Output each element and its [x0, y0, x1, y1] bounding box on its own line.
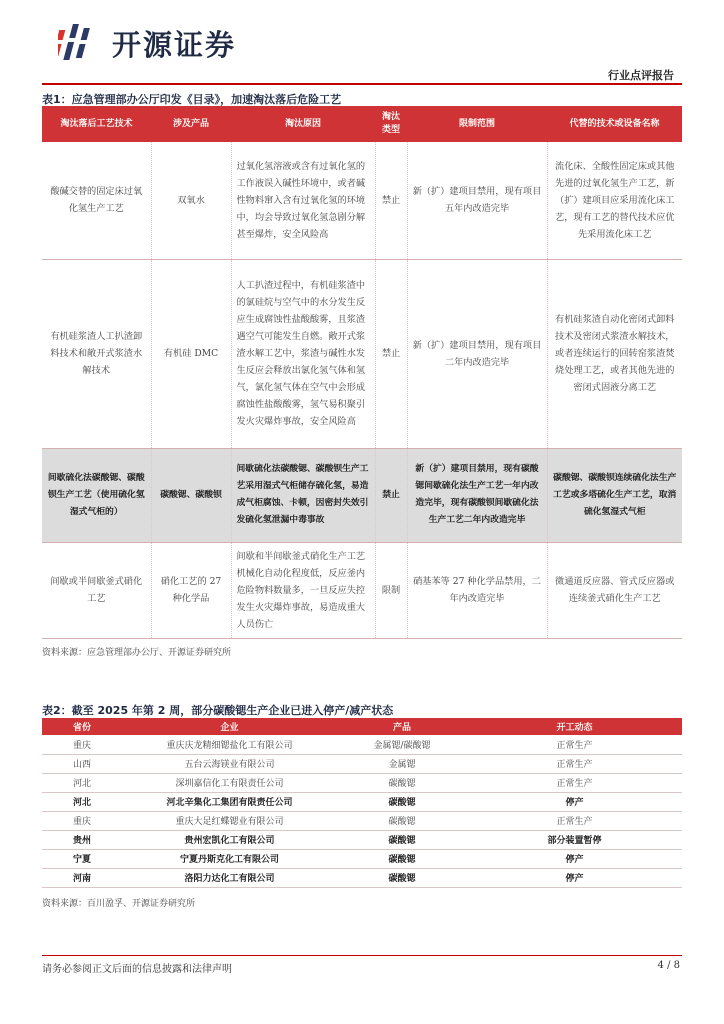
table1-header-row: [42, 106, 682, 142]
cell-reason: 人工扒渣过程中，有机硅浆渣中的氯硅烷与空气中的水分发生反应生成腐蚀性盐酸酸雾，且浆渣遇空气可能发生自燃。敞开式浆渣水解工艺中，浆渣与碱性水发生反应会释放出氯化氢气体和氢气，氯化氢气体在空气中会形成腐蚀性盐酸酸雾，氢气易积聚引发火灾爆炸事故，安全风险高: [231, 259, 375, 448]
cell-company: 深圳嘉信化工有限责任公司: [122, 773, 337, 792]
cell-tech: 间歇或半间歇釜式硝化工艺: [42, 542, 151, 638]
header-divider: [42, 83, 682, 85]
cell-product: 双氧水: [151, 142, 231, 259]
table-row: [42, 542, 682, 638]
cell-status: 停产: [467, 849, 682, 868]
table1-header-cell: 淘汰 类型: [375, 106, 407, 142]
cell-type: 禁止: [375, 142, 407, 259]
table-row: [42, 259, 682, 448]
table1-source: 资料来源：应急管理部办公厅、开源证券研究所: [42, 648, 232, 658]
table2-header-cell: 企业: [122, 718, 337, 735]
cell-product: 碳酸锶: [337, 792, 467, 811]
table1-header-cell: 限制范围: [407, 106, 547, 142]
cell-product: 有机硅 DMC: [151, 259, 231, 448]
cell-replacement: 流化床、全酸性固定床或其他先进的过氧化氢生产工艺，新（扩）建项目应采用流化床工艺，现有工艺的替代技术应优先采用流化床工艺: [547, 142, 682, 259]
cell-province: 河北: [42, 773, 122, 792]
footer-disclaimer: 请务必参阅正文后面的信息披露和法律声明: [42, 964, 232, 975]
cell-status: 停产: [467, 792, 682, 811]
cell-scope: 硝基苯等 27 种化学品禁用，二年内改造完毕: [407, 542, 547, 638]
cell-province: 山西: [42, 754, 122, 773]
table1-header-cell: 淘汰原因: [231, 106, 375, 142]
table2-source: 资料来源：百川盈孚、开源证券研究所: [42, 899, 196, 909]
cell-tech: 间歇硫化法碳酸锶、碳酸钡生产工艺（使用硫化氢湿式气柜的）: [42, 448, 151, 542]
cell-replacement: 有机硅浆渣自动化密闭式卸料技术及密闭式浆渣水解技术，或者连续运行的回转窑浆渣焚烧处理工艺，或者其他先进的密闭式固液分离工艺: [547, 259, 682, 448]
cell-company: 重庆大足红蝶锶业有限公司: [122, 811, 337, 830]
cell-tech: 酸碱交替的固定床过氧化氢生产工艺: [42, 142, 151, 259]
cell-status: 停产: [467, 868, 682, 887]
table1-header-cell: 淘汰落后工艺技术: [42, 106, 151, 142]
cell-type: 限制: [375, 542, 407, 638]
table-row: [42, 868, 682, 887]
cell-province: 宁夏: [42, 849, 122, 868]
page-number: 4 / 8: [657, 960, 680, 971]
cell-product: 金属锶/碳酸锶: [337, 735, 467, 754]
cell-replacement: 微通道反应器、管式反应器或连续釜式硝化生产工艺: [547, 542, 682, 638]
cell-replacement: 碳酸锶、碳酸钡连续硫化法生产工艺或多塔硫化生产工艺，取消硫化氢湿式气柜: [547, 448, 682, 542]
cell-company: 重庆庆龙精细锶盐化工有限公司: [122, 735, 337, 754]
cell-province: 贵州: [42, 830, 122, 849]
cell-product: 碳酸锶: [337, 868, 467, 887]
table-row: [42, 754, 682, 773]
brand-logo-icon: [58, 20, 106, 66]
table2-header-cell: 产品: [337, 718, 467, 735]
cell-company: 宁夏丹斯克化工有限公司: [122, 849, 337, 868]
footer-divider: [42, 955, 682, 956]
cell-product: 硝化工艺的 27 种化学品: [151, 542, 231, 638]
cell-scope: 新（扩）建项目禁用，现有碳酸锶间歇硫化法生产工艺一年内改造完毕，现有碳酸钡间歇硫化法生产工艺二年内改造完毕: [407, 448, 547, 542]
cell-type: 禁止: [375, 259, 407, 448]
cell-reason: 间歇和半间歇釜式硝化生产工艺机械化自动化程度低，反应釜内危险物料数量多，一旦反应失控发生火灾爆炸事故，易造成重大人员伤亡: [231, 542, 375, 638]
cell-company: 洛阳力达化工有限公司: [122, 868, 337, 887]
cell-company: 贵州宏凯化工有限公司: [122, 830, 337, 849]
table2-header-cell: 省份: [42, 718, 122, 735]
cell-status: 正常生产: [467, 754, 682, 773]
table-row: [42, 811, 682, 830]
table1: [42, 106, 682, 639]
cell-province: 河北: [42, 792, 122, 811]
cell-scope: 新（扩）建项目禁用，现有项目五年内改造完毕: [407, 142, 547, 259]
cell-status: 正常生产: [467, 811, 682, 830]
cell-product: 碳酸锶: [337, 811, 467, 830]
table2-header-cell: 开工动态: [467, 718, 682, 735]
cell-company: 五台云海镁业有限公司: [122, 754, 337, 773]
cell-status: 正常生产: [467, 735, 682, 754]
table-row: [42, 142, 682, 259]
cell-type: 禁止: [375, 448, 407, 542]
table-row: [42, 792, 682, 811]
cell-product: 碳酸锶: [337, 773, 467, 792]
brand-name: 开源证券: [112, 27, 237, 62]
cell-status: 正常生产: [467, 773, 682, 792]
cell-status: 部分装置暂停: [467, 830, 682, 849]
cell-product: 碳酸锶、碳酸钡: [151, 448, 231, 542]
cell-reason: 过氧化氢溶液或含有过氧化氢的工作液误入碱性环境中，或者碱性物料窜入含有过氧化氢的环境中，均会导致过氧化氢急剧分解甚至爆炸，安全风险高: [231, 142, 375, 259]
cell-province: 重庆: [42, 735, 122, 754]
table-row: [42, 735, 682, 754]
cell-product: 碳酸锶: [337, 849, 467, 868]
table1-header-cell: 涉及产品: [151, 106, 231, 142]
cell-tech: 有机硅浆渣人工扒渣卸料技术和敞开式浆渣水解技术: [42, 259, 151, 448]
table-row: [42, 830, 682, 849]
cell-scope: 新（扩）建项目禁用，现有项目二年内改造完毕: [407, 259, 547, 448]
report-type: 行业点评报告: [608, 69, 674, 82]
table1-title: 表1：应急管理部办公厅印发《目录》，加速淘汰落后危险工艺: [42, 93, 342, 106]
cell-province: 重庆: [42, 811, 122, 830]
table2: [42, 718, 682, 888]
brand-logo: [58, 18, 236, 68]
table-row: [42, 773, 682, 792]
cell-company: 河北辛集化工集团有限责任公司: [122, 792, 337, 811]
cell-product: 碳酸锶: [337, 830, 467, 849]
cell-product: 金属锶: [337, 754, 467, 773]
table-row-highlighted: [42, 448, 682, 542]
table2-title: 表2：截至 2025 年第 2 周，部分碳酸锶生产企业已进入停产/减产状态: [42, 704, 394, 717]
table2-header-row: [42, 718, 682, 735]
table1-header-cell: 代替的技术或设备名称: [547, 106, 682, 142]
cell-reason: 间歇硫化法碳酸锶、碳酸钡生产工艺采用湿式气柜储存硫化氢，易造成气柜腐蚀、卡顿，因密封失效引发硫化氢泄漏中毒事故: [231, 448, 375, 542]
cell-province: 河南: [42, 868, 122, 887]
table-row: [42, 849, 682, 868]
